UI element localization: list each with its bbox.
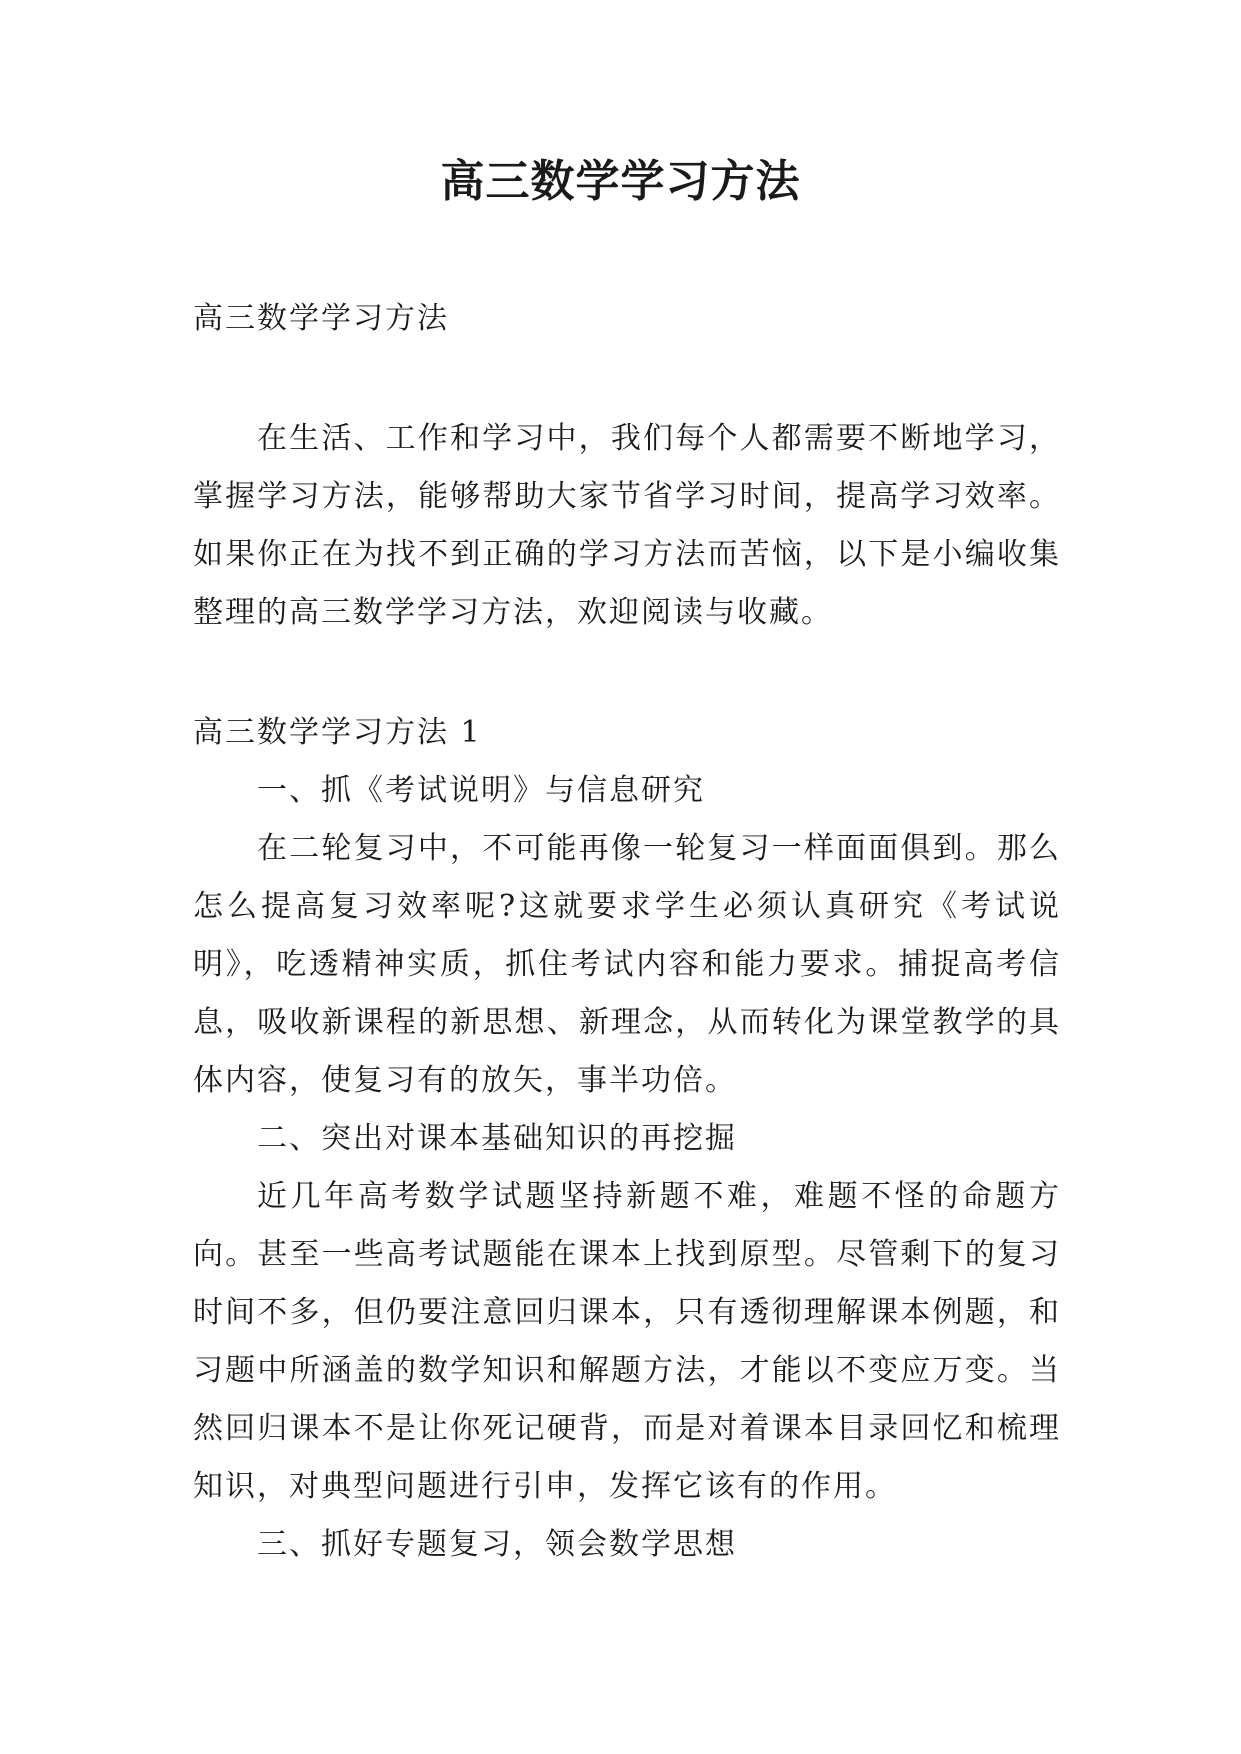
document-subtitle: 高三数学学习方法 [193, 301, 449, 336]
document-body [193, 290, 1061, 1574]
point-heading-2: 二、突出对课本基础知识的再挖掘 [257, 1121, 737, 1156]
document-title: 高三数学学习方法 [440, 156, 801, 207]
point-heading-1: 一、抓《考试说明》与信息研究 [257, 773, 705, 808]
point-heading-3: 三、抓好专题复习，领会数学思想 [257, 1527, 737, 1562]
section-heading: 高三数学学习方法 1 [193, 715, 482, 750]
point-body-1: 在二轮复习中，不可能再像一轮复习一样面面俱到。那么怎么提高复习效率呢?这就要求学生必须认真研究《考试说明》，吃透精神实质，抓住考试内容和能力要求。捕捉高考信息，吸收新课程的新思想、新理念，从而转化为课堂教学的具体内容，使复习有的放矢，事半功倍。 [193, 831, 1061, 1098]
intro-paragraph: 在生活、工作和学习中，我们每个人都需要不断地学习，掌握学习方法，能够帮助大家节省学习时间，提高学习效率。如果你正在为找不到正确的学习方法而苦恼，以下是小编收集整理的高三数学学习方法，欢迎阅读与收藏。 [193, 421, 1061, 630]
point-body-2: 近几年高考数学试题坚持新题不难，难题不怪的命题方向。甚至一些高考试题能在课本上找到原型。尽管剩下的复习时间不多，但仍要注意回归课本，只有透彻理解课本例题，和习题中所涵盖的数学知识和解题方法，才能以不变应万变。当然回归课本不是让你死记硬背，而是对着课本目录回忆和梳理知识，对典型问题进行引申，发挥它该有的作用。 [193, 1179, 1061, 1504]
